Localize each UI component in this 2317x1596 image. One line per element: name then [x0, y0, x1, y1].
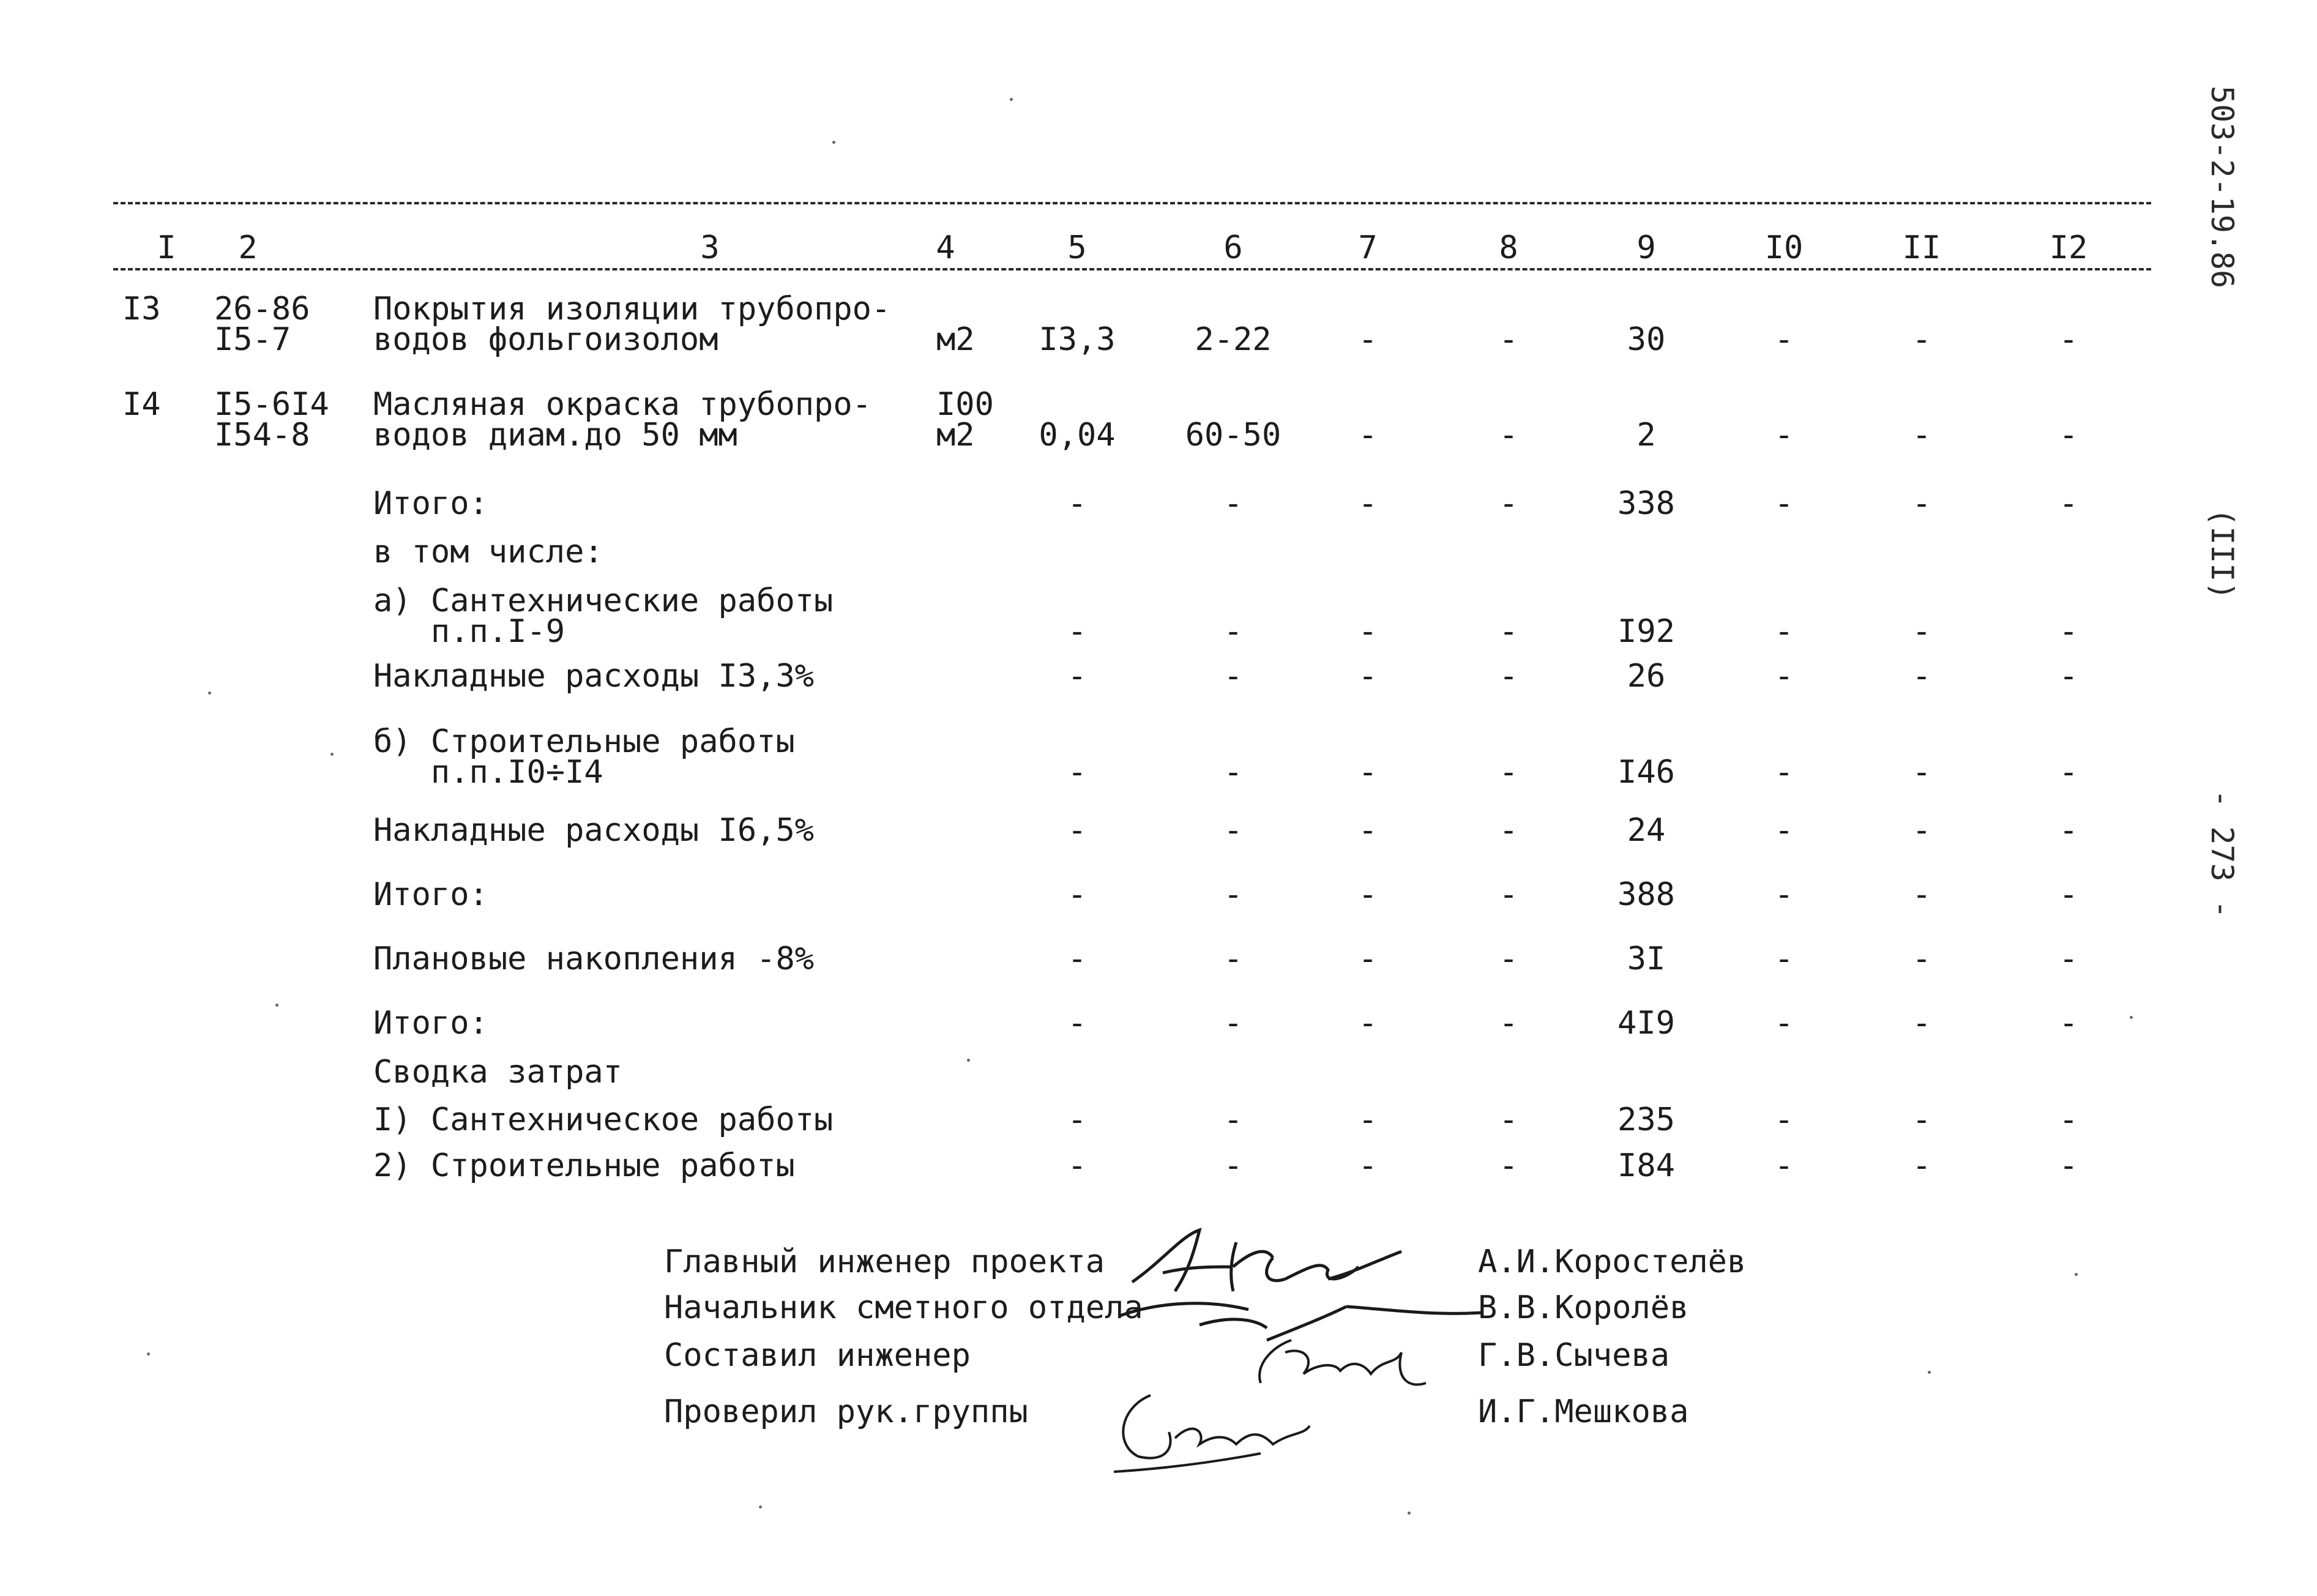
- summary-col7: -: [1358, 941, 1378, 977]
- summary-total: I46: [1617, 754, 1675, 791]
- summary-col6: -: [1223, 876, 1243, 913]
- summary-col7: -: [1358, 658, 1378, 695]
- row-code-line2: I54-8: [214, 417, 310, 453]
- column-number: 2: [238, 229, 258, 266]
- summary-col6: -: [1223, 658, 1243, 695]
- summary-col5: -: [1067, 1147, 1087, 1184]
- summary-col11: -: [1912, 941, 1931, 977]
- summary-label: Сводка затрат: [373, 1054, 622, 1091]
- row-col11: -: [1912, 417, 1931, 453]
- summary-col11: -: [1912, 1102, 1931, 1138]
- summary-col12: -: [2059, 1147, 2078, 1184]
- column-number: 3: [700, 229, 720, 266]
- summary-col6: -: [1223, 1005, 1243, 1042]
- summary-col8: -: [1499, 658, 1518, 695]
- summary-col11: -: [1912, 658, 1931, 695]
- summary-col12: -: [2059, 941, 2078, 977]
- column-number: 4: [936, 229, 955, 266]
- row-code-line1: I5-6I4: [214, 386, 329, 423]
- summary-total: 4I9: [1617, 1005, 1675, 1042]
- row-description-line2: водов диам.до 50 мм: [373, 417, 737, 453]
- signature-name: И.Г.Мешкова: [1478, 1393, 1689, 1430]
- summary-label: Итого:: [373, 876, 488, 913]
- summary-col8: -: [1499, 485, 1518, 522]
- summary-col10: -: [1774, 876, 1794, 913]
- margin-doc-code: 503-2-19.86: [2204, 86, 2240, 289]
- row-description-line2: водов фольгоизолом: [373, 321, 718, 358]
- summary-col10: -: [1774, 1147, 1794, 1184]
- summary-label: Плановые накопления -8%: [373, 941, 815, 977]
- summary-col6: -: [1223, 613, 1243, 650]
- margin-series: (III): [2204, 508, 2240, 600]
- signature-role: Проверил рук.группы: [664, 1393, 1028, 1430]
- signature-name: В.В.Королёв: [1478, 1289, 1689, 1326]
- summary-col7: -: [1358, 485, 1378, 522]
- summary-col6: -: [1223, 941, 1243, 977]
- summary-label: 2) Строительные работы: [373, 1147, 795, 1184]
- column-number: 8: [1499, 229, 1518, 266]
- summary-label: I) Сантехническое работы: [373, 1102, 834, 1138]
- summary-col7: -: [1358, 1005, 1378, 1042]
- signature-role: Составил инженер: [664, 1337, 971, 1374]
- summary-col7: -: [1358, 613, 1378, 650]
- summary-col10: -: [1774, 1102, 1794, 1138]
- row-col12: -: [2059, 321, 2078, 358]
- signature-name: А.И.Коростелёв: [1478, 1244, 1747, 1280]
- summary-col5: -: [1067, 754, 1087, 791]
- summary-col12: -: [2059, 658, 2078, 695]
- summary-total: 3I: [1627, 941, 1666, 977]
- row-quantity: I3,3: [1039, 321, 1116, 358]
- signature-role: Начальник сметного отдела: [664, 1289, 1143, 1326]
- summary-col6: -: [1223, 754, 1243, 791]
- header-top-rule: [113, 202, 2151, 204]
- row-unit-line2: м2: [936, 417, 975, 453]
- row-col7: -: [1358, 321, 1378, 358]
- summary-col5: -: [1067, 613, 1087, 650]
- summary-col6: -: [1223, 1147, 1243, 1184]
- row-total: 2: [1636, 417, 1656, 453]
- summary-col6: -: [1223, 812, 1243, 849]
- summary-col12: -: [2059, 754, 2078, 791]
- summary-total: 388: [1617, 876, 1675, 913]
- summary-col10: -: [1774, 754, 1794, 791]
- summary-col11: -: [1912, 812, 1931, 849]
- summary-col7: -: [1358, 812, 1378, 849]
- summary-total: 235: [1617, 1102, 1675, 1138]
- column-number: I2: [2049, 229, 2088, 266]
- row-quantity: 0,04: [1039, 417, 1116, 453]
- summary-col6: -: [1223, 485, 1243, 522]
- column-number: 5: [1067, 229, 1087, 266]
- row-col10: -: [1774, 417, 1794, 453]
- summary-col5: -: [1067, 658, 1087, 695]
- summary-col8: -: [1499, 613, 1518, 650]
- summary-total: I84: [1617, 1147, 1675, 1184]
- summary-col8: -: [1499, 876, 1518, 913]
- summary-label: а) Сантехнические работы: [373, 583, 834, 619]
- summary-col12: -: [2059, 812, 2078, 849]
- summary-label: в том числе:: [373, 534, 603, 570]
- summary-label-line2: п.п.I0÷I4: [373, 754, 603, 791]
- summary-col12: -: [2059, 613, 2078, 650]
- summary-col6: -: [1223, 1102, 1243, 1138]
- column-number: II: [1902, 229, 1941, 266]
- summary-col8: -: [1499, 812, 1518, 849]
- signature-name: Г.В.Сычева: [1478, 1337, 1670, 1374]
- row-col8: -: [1499, 321, 1518, 358]
- summary-col5: -: [1067, 1005, 1087, 1042]
- row-unit-price: 60-50: [1185, 417, 1282, 453]
- summary-col12: -: [2059, 876, 2078, 913]
- summary-col10: -: [1774, 613, 1794, 650]
- summary-label: Итого:: [373, 1005, 488, 1042]
- summary-col5: -: [1067, 1102, 1087, 1138]
- summary-label: Накладные расходы I3,3%: [373, 658, 815, 695]
- summary-col12: -: [2059, 485, 2078, 522]
- summary-col11: -: [1912, 613, 1931, 650]
- summary-col10: -: [1774, 812, 1794, 849]
- signature-meshkova: [1102, 1377, 1359, 1481]
- row-description-line1: Покрытия изоляции трубопро-: [373, 291, 891, 327]
- summary-col7: -: [1358, 754, 1378, 791]
- summary-col5: -: [1067, 876, 1087, 913]
- summary-label-line2: п.п.I-9: [373, 613, 565, 650]
- summary-col8: -: [1499, 1147, 1518, 1184]
- row-total: 30: [1627, 321, 1666, 358]
- summary-col12: -: [2059, 1005, 2078, 1042]
- column-number: 7: [1358, 229, 1378, 266]
- row-code-line1: 26-86: [214, 291, 310, 327]
- margin-page-number: - 273 -: [2204, 789, 2240, 919]
- row-col11: -: [1912, 321, 1931, 358]
- summary-col11: -: [1912, 876, 1931, 913]
- row-unit-price: 2-22: [1195, 321, 1272, 358]
- row-number: I3: [122, 291, 161, 327]
- summary-col10: -: [1774, 658, 1794, 695]
- summary-col5: -: [1067, 812, 1087, 849]
- header-bottom-rule: [113, 268, 2151, 270]
- column-number: 9: [1636, 229, 1656, 266]
- summary-total: I92: [1617, 613, 1675, 650]
- signature-role: Главный инженер проекта: [664, 1244, 1105, 1280]
- summary-total: 24: [1627, 812, 1666, 849]
- summary-col7: -: [1358, 1102, 1378, 1138]
- summary-label: Накладные расходы I6,5%: [373, 812, 815, 849]
- column-number: 6: [1223, 229, 1243, 266]
- summary-col10: -: [1774, 485, 1794, 522]
- row-col8: -: [1499, 417, 1518, 453]
- row-code-line2: I5-7: [214, 321, 291, 358]
- column-number: I: [157, 229, 176, 266]
- summary-col11: -: [1912, 485, 1931, 522]
- summary-col11: -: [1912, 1147, 1931, 1184]
- summary-total: 26: [1627, 658, 1666, 695]
- summary-col11: -: [1912, 1005, 1931, 1042]
- row-col10: -: [1774, 321, 1794, 358]
- summary-col8: -: [1499, 754, 1518, 791]
- row-unit-line2: м2: [936, 321, 975, 358]
- summary-col11: -: [1912, 754, 1931, 791]
- row-col7: -: [1358, 417, 1378, 453]
- summary-col8: -: [1499, 1102, 1518, 1138]
- row-unit-line1: I00: [936, 386, 994, 423]
- summary-col8: -: [1499, 1005, 1518, 1042]
- summary-col5: -: [1067, 485, 1087, 522]
- summary-col10: -: [1774, 941, 1794, 977]
- summary-col5: -: [1067, 941, 1087, 977]
- column-number: I0: [1764, 229, 1804, 266]
- summary-label: Итого:: [373, 485, 488, 522]
- summary-col8: -: [1499, 941, 1518, 977]
- summary-col12: -: [2059, 1102, 2078, 1138]
- row-description-line1: Масляная окраска трубопро-: [373, 386, 871, 423]
- summary-total: 338: [1617, 485, 1675, 522]
- summary-label: б) Строительные работы: [373, 723, 795, 760]
- summary-col7: -: [1358, 1147, 1378, 1184]
- summary-col10: -: [1774, 1005, 1794, 1042]
- row-col12: -: [2059, 417, 2078, 453]
- row-number: I4: [122, 386, 161, 423]
- summary-col7: -: [1358, 876, 1378, 913]
